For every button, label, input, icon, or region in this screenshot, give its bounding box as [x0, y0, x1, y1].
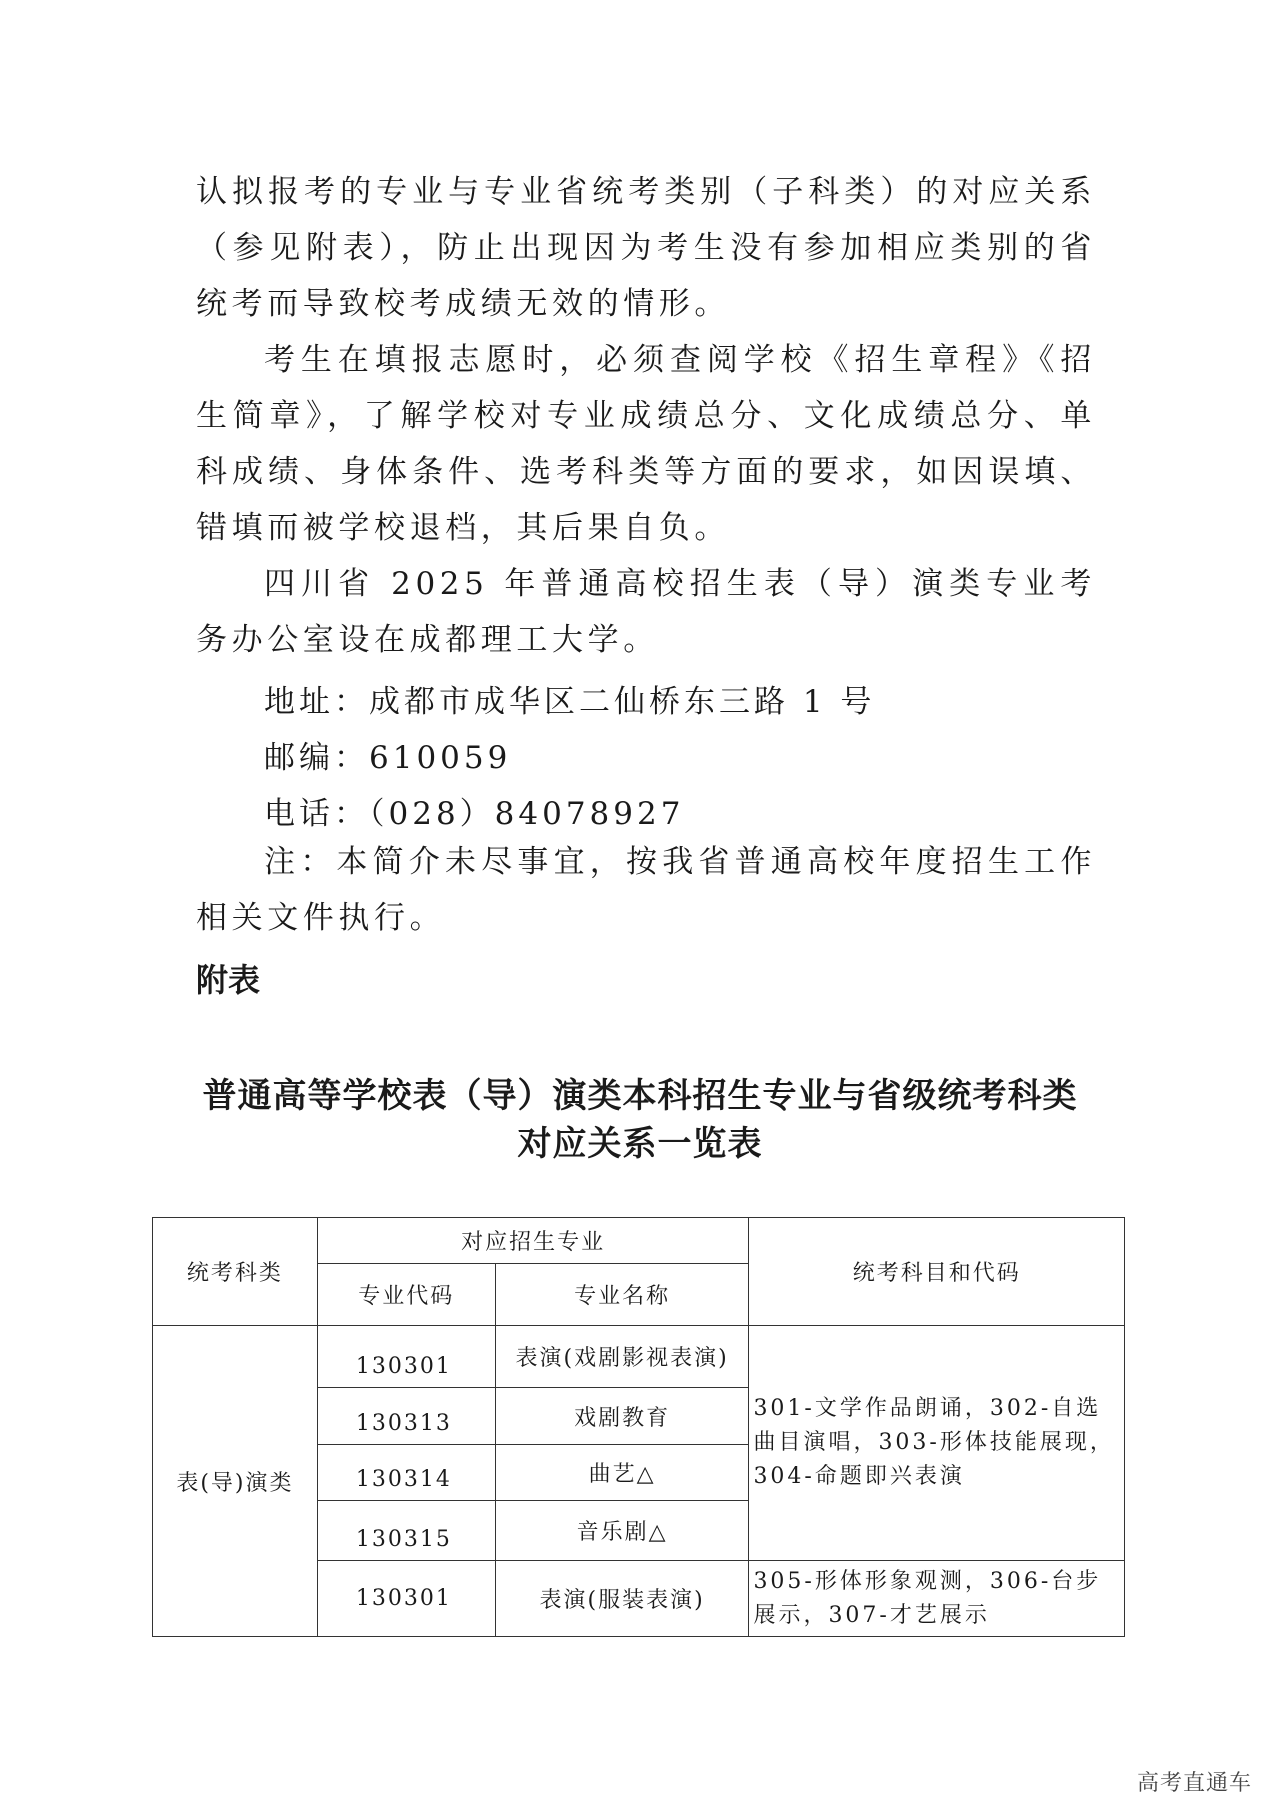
paragraph-note: 注：本简介未尽事宜，按我省普通高校年度招生工作相关文件执行。	[196, 844, 1096, 936]
table-title-line1: 普通高等学校表（导）演类本科招生专业与省级统考科类	[202, 1076, 1078, 1116]
address-line: 地址：成都市成华区二仙桥东三路 1 号	[264, 684, 876, 720]
header-major-name: 专业名称	[495, 1264, 749, 1326]
major-name-cell: 曲艺△	[495, 1445, 749, 1501]
correspondence-table	[152, 1217, 1125, 1637]
header-major-code: 专业代码	[317, 1264, 495, 1326]
subjects-cell-group1: 301-文学作品朗诵，302-自选曲目演唱，303-形体技能展现，304-命题即兴表演	[749, 1326, 1125, 1561]
major-name-cell: 戏剧教育	[495, 1388, 749, 1445]
subjects-cell-group2: 305-形体形象观测，306-台步展示，307-才艺展示	[749, 1561, 1125, 1637]
header-majors-group: 对应招生专业	[317, 1218, 749, 1264]
major-code-cell: 130315	[317, 1501, 495, 1561]
major-code-cell: 130313	[317, 1388, 495, 1445]
header-subjects: 统考科目和代码	[749, 1218, 1125, 1326]
paragraph-application-notice: 考生在填报志愿时，必须查阅学校《招生章程》《招生简章》，了解学校对专业成绩总分、文化成绩总分、单科成绩、身体条件、选考科类等方面的要求，如因误填、错填而被学校退档，其后果自负。	[196, 342, 1096, 546]
major-name-cell: 音乐剧△	[495, 1501, 749, 1561]
paragraph-major-correspondence: 认拟报考的专业与专业省统考类别（子科类）的对应关系（参见附表），防止出现因为考生没有参加相应类别的省统考而导致校考成绩无效的情形。	[196, 174, 1096, 322]
table-row	[153, 1326, 1125, 1388]
appendix-label: 附表	[196, 961, 261, 999]
table-header-row	[153, 1218, 1125, 1264]
phone-line: 电话：（028）84078927	[264, 796, 685, 832]
header-category: 统考科类	[153, 1218, 318, 1326]
major-name-cell: 表演(戏剧影视表演)	[495, 1326, 749, 1388]
watermark-text: 高考直通车	[1136, 1771, 1252, 1796]
category-cell: 表(导)演类	[153, 1326, 318, 1637]
paragraph-exam-office: 四川省 2025 年普通高校招生表（导）演类专业考务办公室设在成都理工大学。	[196, 566, 1096, 658]
postcode-line: 邮编：610059	[264, 740, 512, 776]
major-code-cell: 130314	[317, 1445, 495, 1501]
major-code-cell: 130301	[317, 1326, 495, 1388]
major-name-cell: 表演(服装表演)	[495, 1561, 749, 1637]
table-title-line2: 对应关系一览表	[517, 1124, 763, 1164]
major-code-cell: 130301	[317, 1561, 495, 1637]
